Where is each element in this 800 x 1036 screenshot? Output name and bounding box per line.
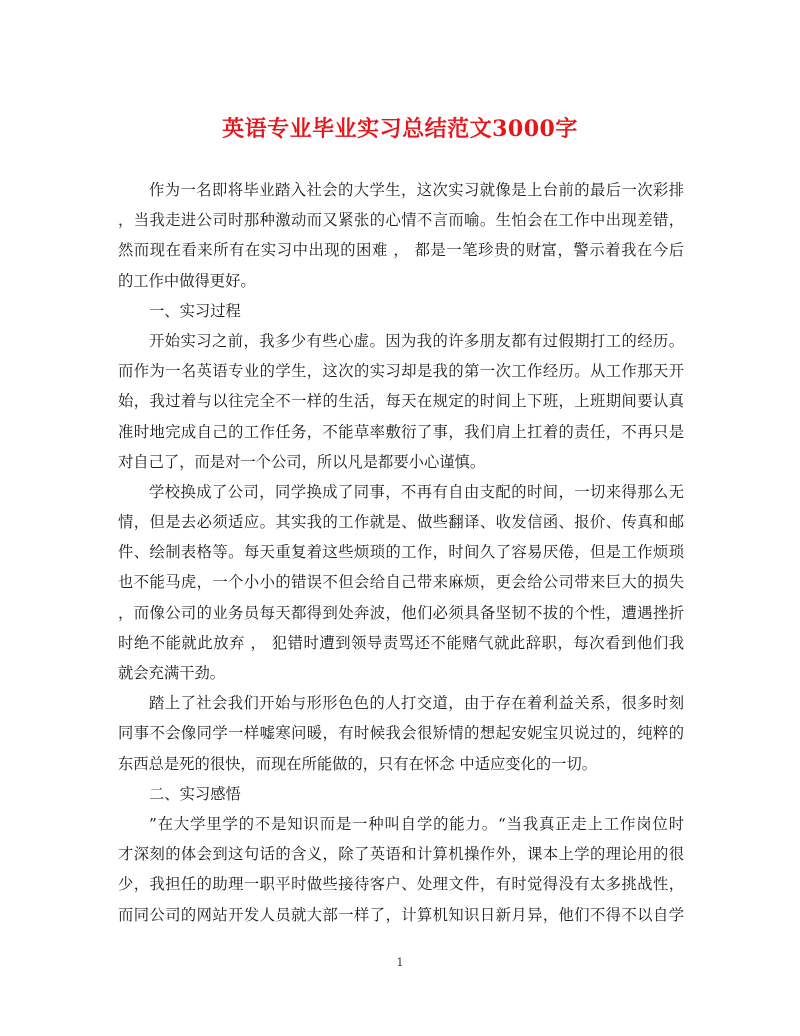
section-heading: 二、实习感悟	[149, 784, 241, 803]
paragraph-line: 时绝不能就此放弃 ， 犯错时遭到领导责骂还不能赌气就此辞职，每次看到他们我	[118, 633, 684, 652]
paragraph-line: 对自己了，而是对一个公司，所以凡是都要小心谨慎。	[118, 452, 486, 471]
paragraph-line: 然而现在看来所有在实习中出现的困难 ， 都是一笔珍贵的财富，警示着我在今后	[118, 241, 684, 260]
paragraph-line: 就会充满干劲。	[118, 664, 226, 682]
paragraph-line: 准时地完成自己的工作任务，不能草率敷衍了事，我们肩上扛着的责任，不再只是	[118, 422, 684, 441]
paragraph-line: 也不能马虎，一个小小的错误不但会给自己带来麻烦，更会给公司带来巨大的损失	[118, 573, 684, 592]
paragraph-line: 少，我担任的助理一职平时做些接待客户、处理文件，有时觉得没有太多挑战性，	[118, 875, 684, 894]
paragraph-line: ，而像公司的业务员每天都得到处奔波，他们必须具备坚韧不拔的个性，遭遇挫折	[118, 603, 684, 622]
paragraph-line: 作为一名即将毕业踏入社会的大学生，这次实习就像是上台前的最后一次彩排	[149, 181, 684, 199]
paragraph-line: 而作为一名英语专业的学生，这次的实习却是我的第一次工作经历。从工作那天开	[118, 362, 684, 381]
paragraph-line: 而同公司的网站开发人员就大部一样了，计算机知识日新月异，他们不得不以自学	[118, 905, 684, 924]
paragraph-line: 始，我过着与以往完全不一样的生活，每天在规定的时间上下班，上班期间要认真	[118, 392, 684, 411]
paragraph-line: ”在大学里学的不是知识而是一种叫自学的能力。“当我真正走上工作岗位时	[149, 814, 684, 833]
paragraph-line: 件、绘制表格等。每天重复着这些烦琐的工作，时间久了容易厌倦，但是工作烦琐	[118, 543, 684, 562]
paragraph-line: 的工作中做得更好。	[118, 271, 256, 290]
document-title: 英语专业毕业实习总结范文3000字	[222, 116, 578, 142]
section-heading: 一、实习过程	[149, 301, 241, 320]
paragraph-line: 踏上了社会我们开始与形形色色的人打交道，由于存在着利益关系，很多时刻	[149, 694, 684, 713]
paragraph-line: 东西总是死的很快，而现在所能做的，只有在怀念 中适应变化的一切。	[118, 754, 598, 773]
page-number: 1	[396, 956, 404, 969]
paragraph-line: ，当我走进公司时那种激动而又紧张的心情不言而喻。生怕会在工作中出现差错，	[118, 211, 684, 230]
paragraph-line: 学校换成了公司，同学换成了同事，不再有自由支配的时间，一切来得那么无	[149, 482, 684, 501]
paragraph-line: 开始实习之前，我多少有些心虚。因为我的许多朋友都有过假期打工的经历。	[149, 331, 684, 350]
paragraph-line: 才深刻的体会到这句话的含义，除了英语和计算机操作外，课本上学的理论用的很	[118, 845, 684, 864]
paragraph-line: 情，但是去必须适应。其实我的工作就是、做些翻译、收发信函、报价、传真和邮	[118, 513, 684, 532]
document-body	[118, 175, 684, 930]
paragraph-line: 同事不会像同学一样嘘寒问暖，有时候我会很矫情的想起安妮宝贝说过的，纯粹的	[118, 724, 684, 743]
